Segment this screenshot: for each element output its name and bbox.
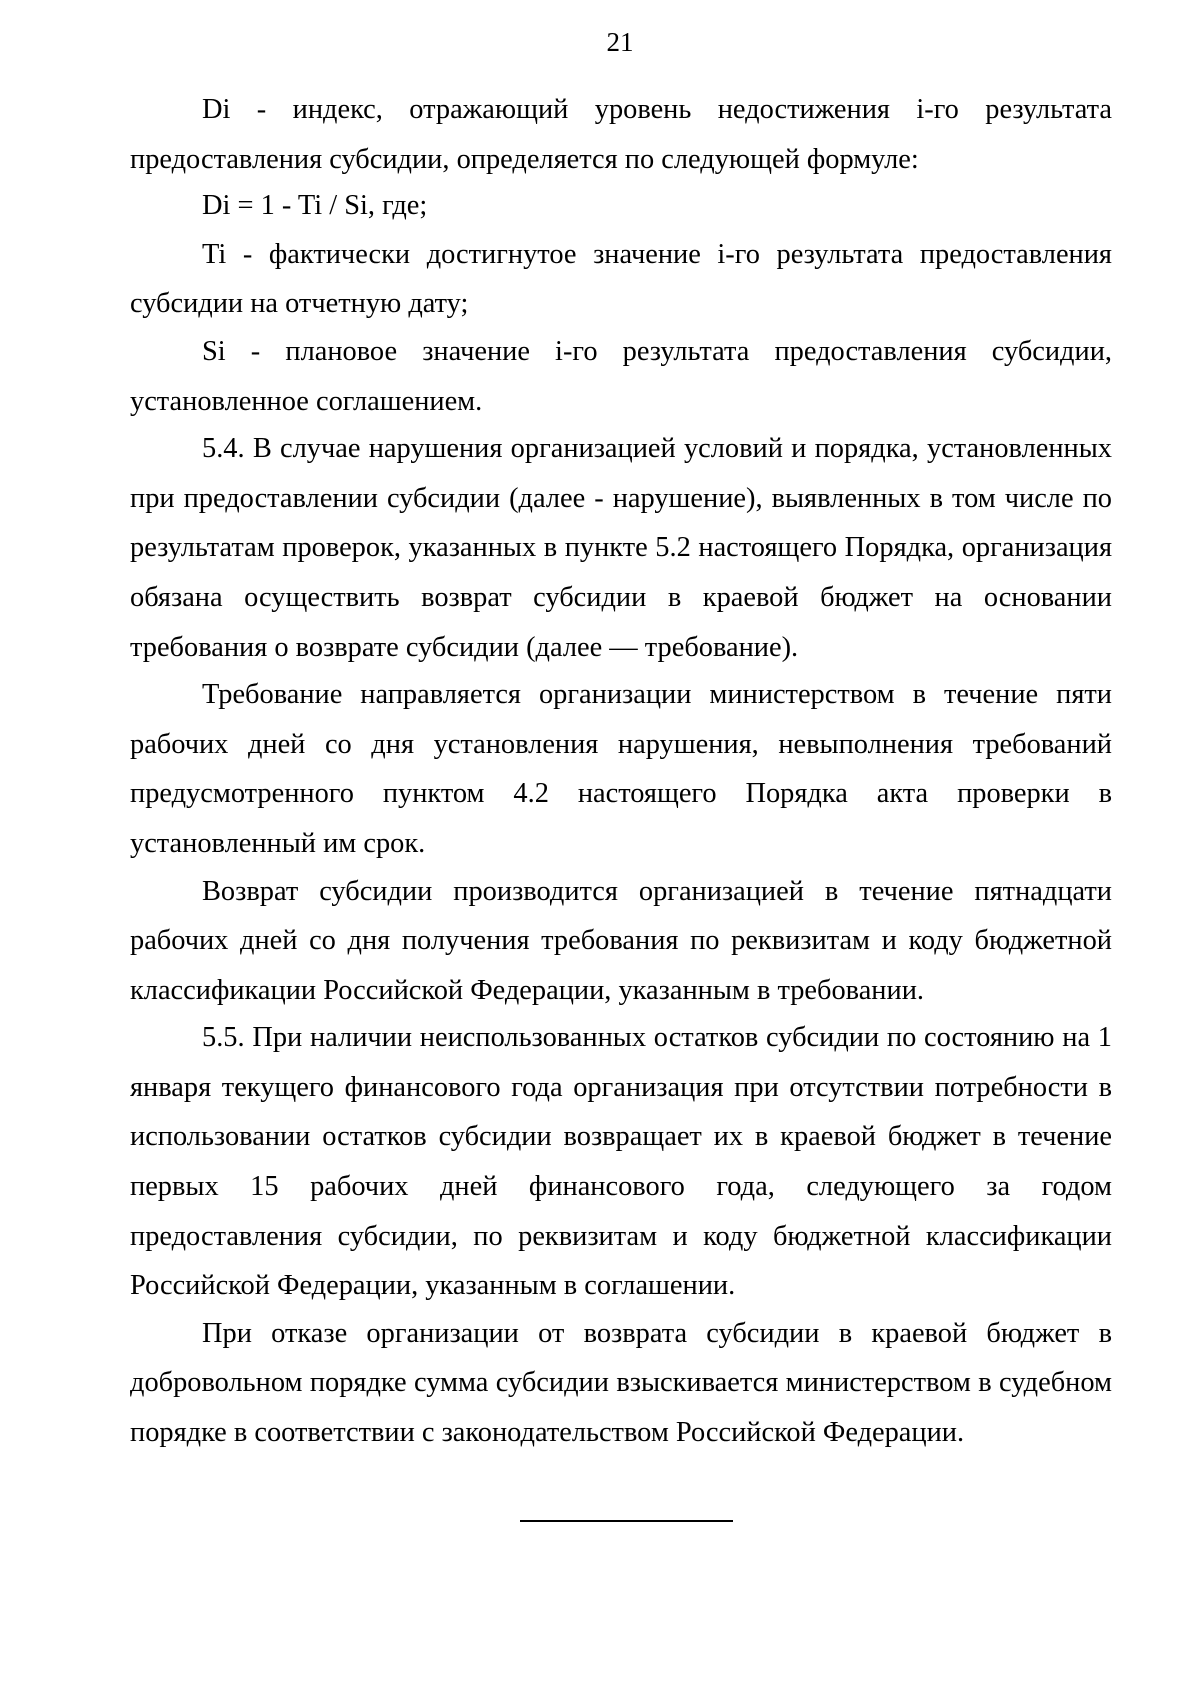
paragraph-clause-5-4: 5.4. В случае нарушения организацией условий и порядка, установленных при предоставлении субсидии (далее - нарушение), выявленных в том числе по результатам проверок, указанных в пункте 5.2 настоящего Порядка, организация обязана осуществить возврат субсидии в краевой бюджет на основании требования о возврате субсидии (далее — требование). bbox=[130, 433, 1112, 663]
end-of-document-rule bbox=[520, 1520, 733, 1522]
page-number: 21 bbox=[606, 27, 634, 57]
paragraph-ti-definition: Ti - фактически достигнутое значение i-го результата предоставления субсидии на отчетную дату; bbox=[130, 238, 1112, 320]
paragraph-clause-5-5: 5.5. При наличии неиспользованных остатков субсидии по состоянию на 1 января текущего финансового года организация при отсутствии потребности в использовании остатков субсидии возвращает их в краевой бюджет в течение первых 15 рабочих дней финансового года, следующего за годом предоставления субсидии, по реквизитам и коду бюджетной классификации Российской Федерации, указанным в соглашении. bbox=[130, 1022, 1112, 1302]
paragraph-di-definition: Di - индекс, отражающий уровень недостижения i-го результата предоставления субсидии, определяется по следующей формуле: bbox=[130, 94, 1112, 175]
document-body bbox=[130, 85, 1112, 1458]
paragraph-requirement-sent: Требование направляется организации министерством в течение пяти рабочих дней со дня установления нарушения, невыполнения требований предусмотренного пунктом 4.2 настоящего Порядка акта проверки в установленный им срок. bbox=[130, 679, 1112, 859]
paragraph-refund-process: Возврат субсидии производится организацией в течение пятнадцати рабочих дней со дня получения требования по реквизитам и коду бюджетной классификации Российской Федерации, указанным в требовании. bbox=[130, 875, 1112, 1006]
paragraph-si-definition: Si - плановое значение i-го результата предоставления субсидии, установленное соглашением. bbox=[130, 335, 1112, 417]
paragraph-di-formula: Di = 1 - Ti / Si, где; bbox=[202, 190, 428, 222]
paragraph-refusal: При отказе организации от возврата субсидии в краевой бюджет в добровольном порядке сумма субсидии взыскивается министерством в судебном порядке в соответствии с законодательством Российской Федерации. bbox=[130, 1317, 1112, 1449]
